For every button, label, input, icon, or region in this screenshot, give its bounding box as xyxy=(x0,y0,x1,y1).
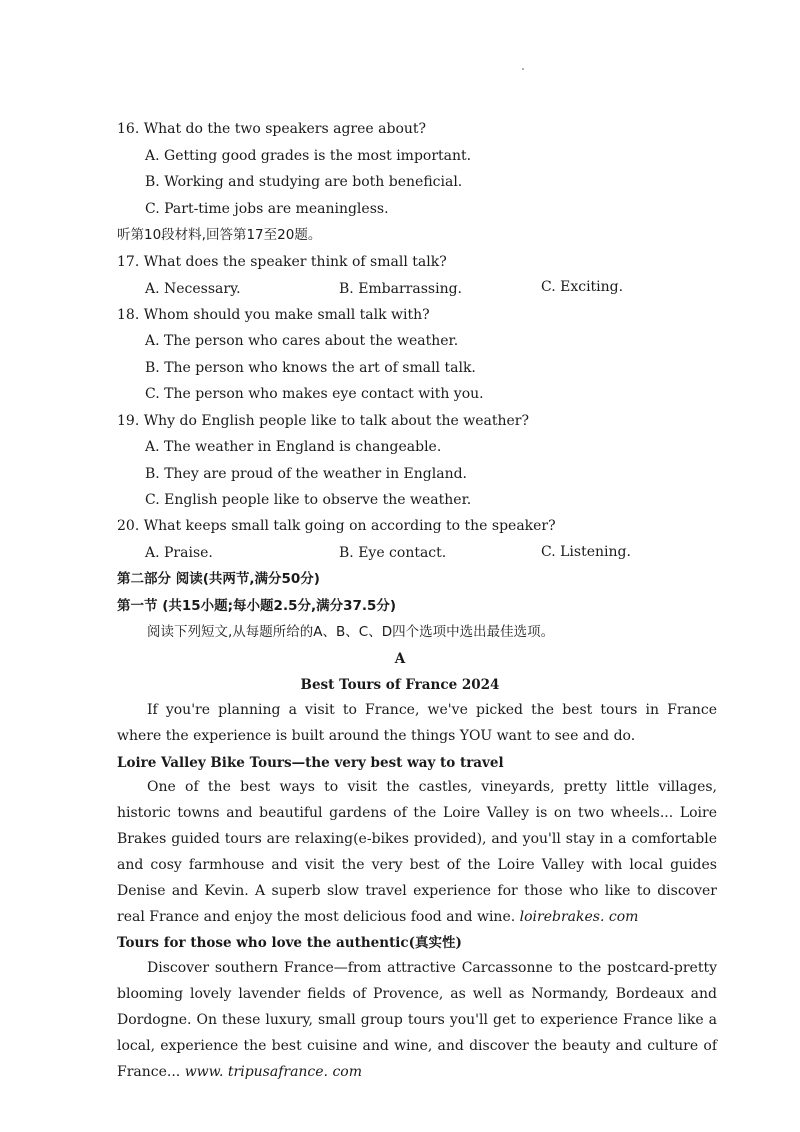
question-20-option-c: C. Listening. xyxy=(541,544,631,560)
question-18: 18. Whom should you make small talk with? xyxy=(117,307,430,323)
tripusafrance-url: www. tripusafrance. com xyxy=(184,1064,363,1080)
question-17-option-a: A. Necessary. xyxy=(145,281,241,297)
listening-instruction: 听第10段材料,回答第17至20题。 xyxy=(117,227,322,243)
question-16-option-a: A. Getting good grades is the most important. xyxy=(145,148,472,164)
passage-intro xyxy=(117,697,717,749)
question-17-option-c: C. Exciting. xyxy=(541,279,624,295)
question-19-option-a: A. The weather in England is changeable. xyxy=(145,439,442,455)
part-two-title: 第二部分 阅读(共两节,满分50分) xyxy=(117,571,320,587)
section-body-loire xyxy=(117,774,717,930)
loire-url: loirebrakes. com xyxy=(519,909,639,925)
question-18-option-b: B. The person who knows the art of small talk. xyxy=(145,360,476,376)
section-heading-authentic: Tours for those who love the authentic(真实性) xyxy=(117,935,462,951)
scan-speck xyxy=(522,68,524,70)
question-19-option-c: C. English people like to observe the weather. xyxy=(145,492,472,508)
question-19-option-b: B. They are proud of the weather in England. xyxy=(145,466,467,482)
question-20-option-b: B. Eye contact. xyxy=(339,545,447,561)
question-19: 19. Why do English people like to talk about the weather? xyxy=(117,413,529,429)
question-20: 20. What keeps small talk going on according to the speaker? xyxy=(117,518,556,534)
question-18-option-a: A. The person who cares about the weather. xyxy=(145,333,459,349)
section-body-loire-text: One of the best ways to visit the castles, vineyards, pretty little villages, historic towns and beautiful gardens of the Loire Valley is on two wheels... Loire Brakes guided tours are relaxing(e-bikes provided), and you'll stay in a comfortable and cosy farmhouse and visit the very best of the Loire Valley with local guides Denise and Kevin. A superb slow travel experience for those who like to discover real France and enjoy the most delicious food and wine. xyxy=(117,779,717,925)
section-body-authentic-text: Discover southern France—from attractive Carcassonne to the postcard-pretty blooming lovely lavender fields of Provence, as well as Normandy, Bordeaux and Dordogne. On these luxury, small group tours you'll get to experience France like a local, experience the best cuisine and wine, and discover the beauty and culture of France... xyxy=(117,960,717,1080)
question-17: 17. What does the speaker think of small talk? xyxy=(117,254,447,270)
question-18-option-c: C. The person who makes eye contact with you. xyxy=(145,386,484,402)
reading-instruction: 阅读下列短文,从每题所给的A、B、C、D四个选项中选出最佳选项。 xyxy=(147,624,555,640)
passage-label: A xyxy=(394,651,406,667)
question-17-option-b: B. Embarrassing. xyxy=(339,281,462,297)
question-16-option-b: B. Working and studying are both beneficial. xyxy=(145,174,463,190)
section-body-authentic xyxy=(117,955,717,1085)
passage-intro-text: If you're planning a visit to France, we've picked the best tours in France where the experience is built around the things YOU want to see and do. xyxy=(117,702,717,744)
section-one-title: 第一节 (共15小题;每小题2.5分,满分37.5分) xyxy=(117,598,397,614)
passage-title: Best Tours of France 2024 xyxy=(300,677,500,693)
question-16-option-c: C. Part-time jobs are meaningless. xyxy=(145,201,389,217)
question-20-option-a: A. Praise. xyxy=(145,545,213,561)
section-heading-loire: Loire Valley Bike Tours—the very best way to travel xyxy=(117,755,504,771)
question-16: 16. What do the two speakers agree about? xyxy=(117,121,427,137)
